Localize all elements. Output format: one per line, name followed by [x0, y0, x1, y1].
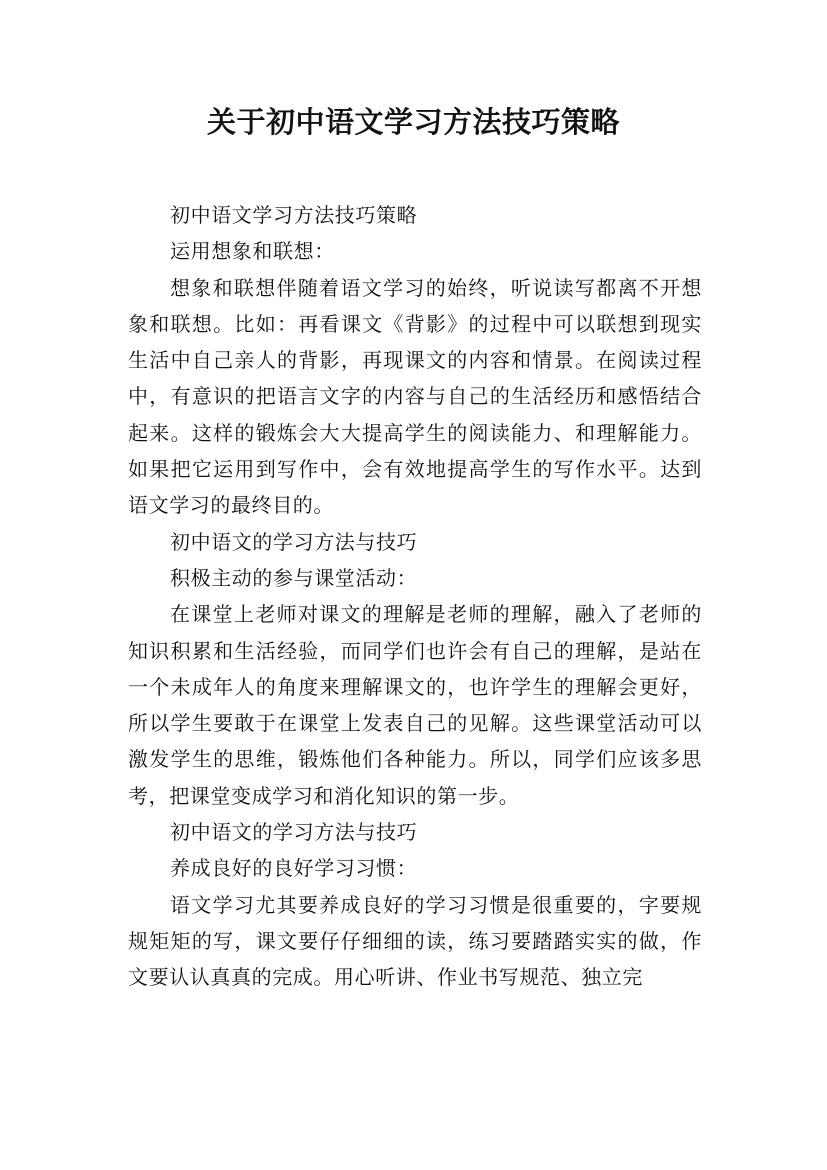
document-body [128, 197, 702, 996]
section-heading: 初中语文的学习方法与技巧 [170, 529, 418, 554]
document-title: 关于初中语文学习方法技巧策略 [206, 105, 620, 139]
paragraph: 想象和联想伴随着语文学习的始终，听说读写都离不开想象和联想。比如：再看课文《背影》的过程中可以联想到现实生活中自己亲人的背影，再现课文的内容和情景。在阅读过程中，有意识的把语言文字的内容与自己的生活经历和感悟结合起来。这样的锻炼会大大提高学生的阅读能力、和理解能力。如果把它运用到写作中，会有效地提高学生的写作水平。达到语文学习的最终目的。 [128, 275, 702, 518]
section-heading: 初中语文的学习方法与技巧 [170, 820, 418, 845]
paragraph: 语文学习尤其要养成良好的学习习惯是很重要的，字要规规矩矩的写，课文要仔仔细细的读，练习要踏踏实实的做，作文要认认真真的完成。用心听讲、作业书写规范、独立完 [128, 892, 702, 990]
section-heading: 初中语文学习方法技巧策略 [170, 203, 418, 227]
paragraph: 在课堂上老师对课文的理解是老师的理解，融入了老师的知识积累和生活经验，而同学们也许会有自己的理解，是站在一个未成年人的角度来理解课文的，也许学生的理解会更好，所以学生要敢于在课堂上发表自己的见解。这些课堂活动可以激发学生的思维，锻炼他们各种能力。所以，同学们应该多思考，把课堂变成学习和消化知识的第一步。 [128, 602, 702, 808]
subheading: 运用想象和联想： [170, 239, 335, 264]
subheading: 积极主动的参与课堂活动： [170, 565, 418, 590]
subheading: 养成良好的良好学习习惯： [170, 856, 418, 881]
